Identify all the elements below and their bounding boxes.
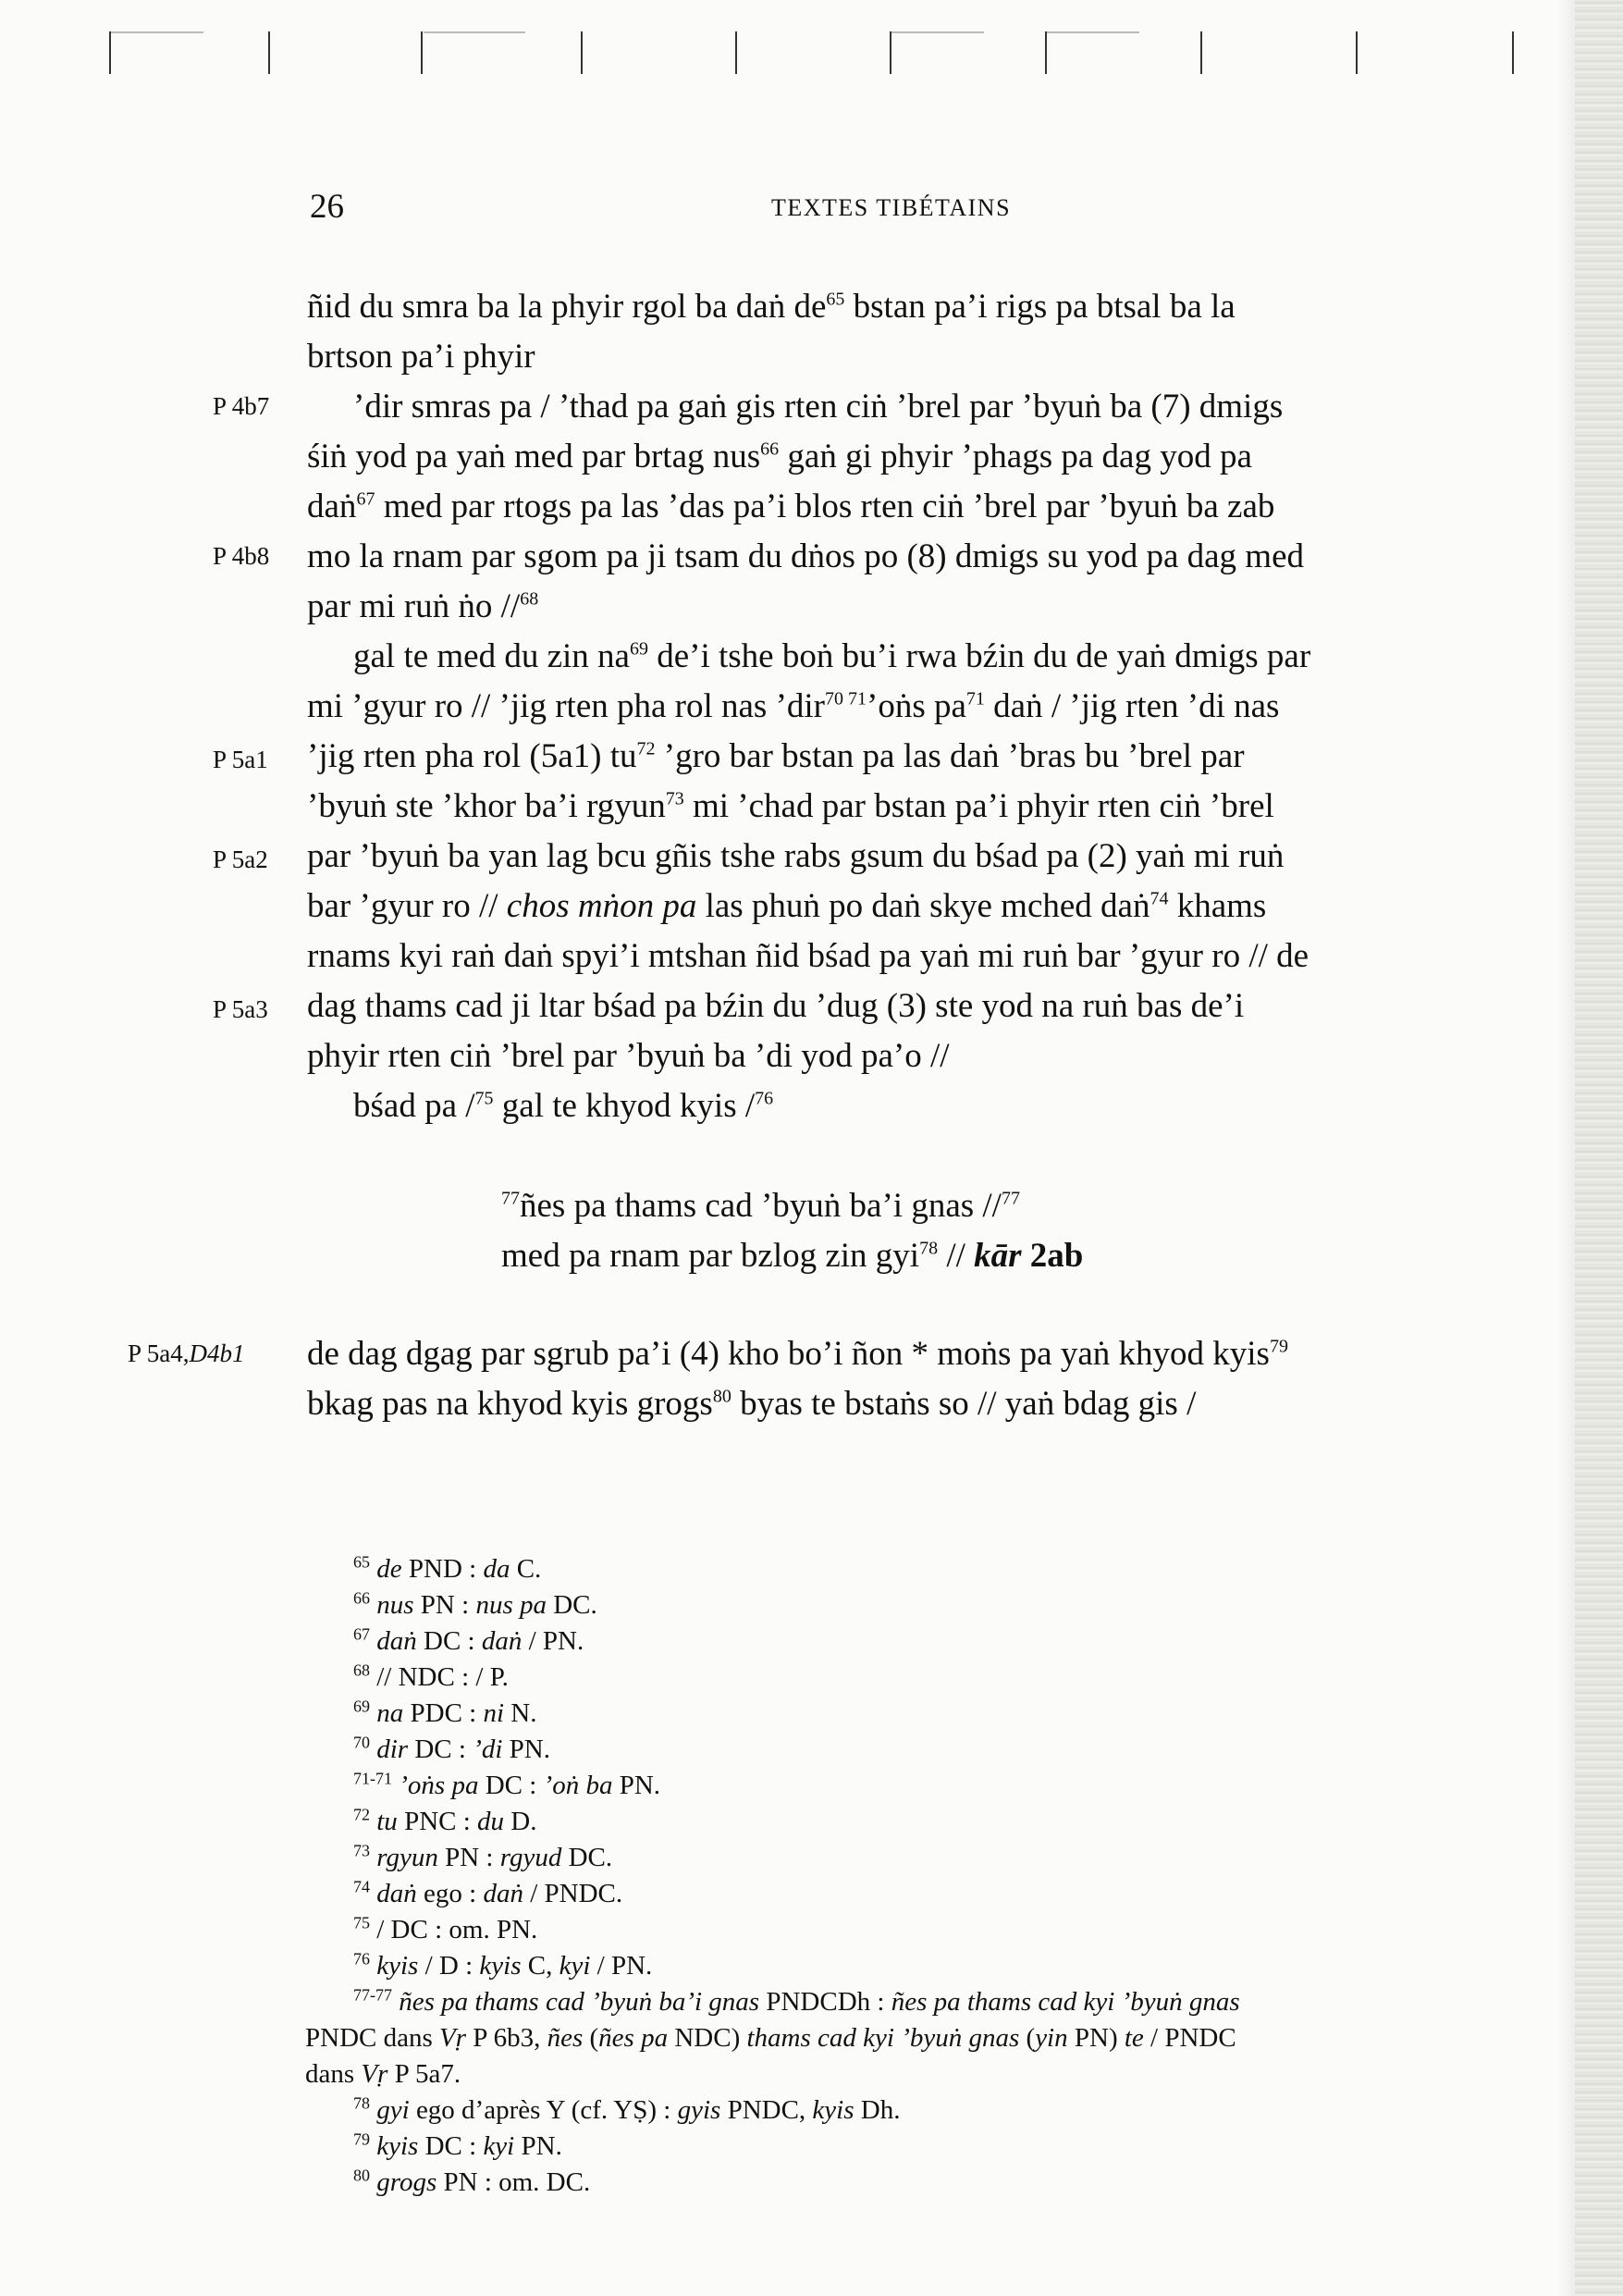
footnote: $^{70}$ dir DC : ’di PN. [353,1733,550,1764]
text-line: dag thams cad ji ltar bśad pa bźin du ’dug (3) ste yod na ruṅ bas de’i [307,987,1245,1025]
margin-ref-p: P 5a4, [128,1339,190,1367]
scan-mark [581,31,583,74]
text-line: de dag dgag par sgrub pa’i (4) kho bo’i ñon * moṅs pa yaṅ khyod kyis$^{79}$ [307,1335,1288,1373]
footnote: $^{77-77}$ ñes pa thams cad ’byuṅ ba’i gnas PNDCDh : ñes pa thams cad kyi ’byuṅ gnas [353,1985,1240,2017]
footnote: $^{78}$ gyi ego d’après Y (cf. YṢ) : gyis PNDC, kyis Dh. [353,2093,901,2125]
footnote: $^{71-71}$ ’oṅs pa DC : ’oṅ ba PN. [353,1769,661,1800]
page-number: 26 [310,188,344,226]
text-line: phyir rten ciṅ ’brel par ’byuṅ ba ’di yod pa’o // [307,1037,950,1075]
page-edge [1575,0,1623,2296]
text-line: śiṅ yod pa yaṅ med par brtag nus$^{66}$ gaṅ gi phyir ’phags pa dag yod pa [307,438,1252,475]
text-line: ñid du smra ba la phyir rgol ba daṅ $de^{65}$ bstan pa’i rigs pa btsal ba la [307,288,1236,326]
text-line: par ’byuṅ ba yan lag bcu gñis tshe rabs gsum du bśad pa (2) yaṅ mi ruṅ [307,837,1285,875]
footnote: $^{67}$ daṅ DC : daṅ / PN. [353,1624,584,1656]
scan-mark [1047,31,1139,70]
footnote: $^{76}$ kyis / D : kyis C, kyi / PN. [353,1949,653,1981]
text-line: par mi ruṅ ṅo //$^{68}$ [307,587,539,625]
text-line: mo la rnam par sgom pa ji tsam du dṅos po (8) dmigs su yod pa dag med [307,537,1304,575]
text-line: brtson pa’i phyir [307,338,535,376]
text-line: ’jig rten pha rol (5a1) $tu^{72}$ ’gro bar bstan pa las daṅ ’bras bu ’brel par [307,737,1245,775]
text-line: bar ’gyur ro // chos mṅon pa las phuṅ po daṅ skye mched daṅ$^{74}$ khams [307,887,1267,925]
text-line: daṅ$^{67}$ med par rtogs pa las ’das pa’i blos rten ciṅ ’brel par ’byuṅ ba zab [307,488,1275,525]
page-edge-shadow [1558,0,1575,2296]
footnote: $^{80}$ grogs PN : om. DC. [353,2166,591,2197]
footnote-cont: dans Vṛ P 5a7. [305,2059,461,2089]
scan-mark [111,31,203,70]
verse-line: med pa rnam par bzlog zin gyi$^{78}$ // kār 2ab [501,1237,1084,1275]
scan-mark [424,31,525,70]
scan-mark [1200,31,1202,74]
footnote: $^{74}$ daṅ ego : daṅ / PNDC. [353,1877,623,1908]
text-line: ’dir smras pa / ’thad pa gaṅ gis rten ciṅ ’brel par ’byuṅ ba (7) dmigs [353,388,1284,426]
footnote: $^{72}$ tu PNC : du D. [353,1805,537,1836]
scan-mark [735,31,737,74]
footnote: $^{79}$ kyis DC : kyi PN. [353,2129,562,2161]
scan-mark [1512,31,1514,74]
text-line: bkag pas na khyod kyis grogs$^{80}$ byas te bstaṅs so // yaṅ bdag gis / [307,1385,1197,1423]
verse-line: $^{77}$ñes pa thams cad ’byuṅ ba’i gnas //$^{77}$ [501,1187,1020,1225]
text-line: bśad pa /$^{75}$ gal te khyod kyis /$^{76}$ [353,1087,774,1125]
text-line: mi ’gyur ro // ’jig rten pha rol nas ’dir$^{70}$ $^{71}$’oṅs $pa^{71}$ daṅ / ’jig rten ’di nas [307,687,1280,725]
footnote: $^{65}$ de PND : da C. [353,1552,542,1584]
margin-ref [128,1339,245,1368]
text-line: ’byuṅ ste ’khor ba’i rgyun$^{73}$ mi ’chad par bstan pa’i phyir rten ciṅ ’brel [307,787,1274,825]
scan-mark [891,31,984,70]
scan-mark [421,31,423,74]
text-line: rnams kyi raṅ daṅ spyi’i mtshan ñid bśad pa yaṅ mi ruṅ bar ’gyur ro // de [307,937,1309,975]
scan-top-artifacts [0,0,1623,74]
margin-ref: P 5a3 [213,995,268,1023]
footnote: $^{75}$ / DC : om. PN. [353,1913,538,1944]
margin-ref: P 5a1 [213,746,268,773]
footnote: $^{66}$ nus PN : nus pa DC. [353,1588,597,1620]
margin-ref-d: D4b1 [189,1339,245,1367]
scan-mark [268,31,270,74]
margin-ref: P 4b8 [213,542,270,570]
text-line: gal te med du zin $na^{69}$ de’i tshe boṅ bu’i rwa bźin du de yaṅ dmigs par [353,637,1311,675]
footnote-cont: PNDC dans Vṛ P 6b3, ñes (ñes pa NDC) thams cad kyi ’byuṅ gnas (yin PN) te / PNDC [305,2023,1236,2053]
scan-mark [1356,31,1358,74]
footnote: $^{73}$ rgyun PN : rgyud DC. [353,1841,613,1872]
running-head: TEXTES TIBÉTAINS [771,194,1012,221]
margin-ref: P 5a2 [213,846,268,873]
margin-ref: P 4b7 [213,392,270,420]
footnote: $^{69}$ na PDC : ni N. [353,1697,537,1728]
footnote: $^{68}$ // NDC : / P. [353,1660,509,1692]
